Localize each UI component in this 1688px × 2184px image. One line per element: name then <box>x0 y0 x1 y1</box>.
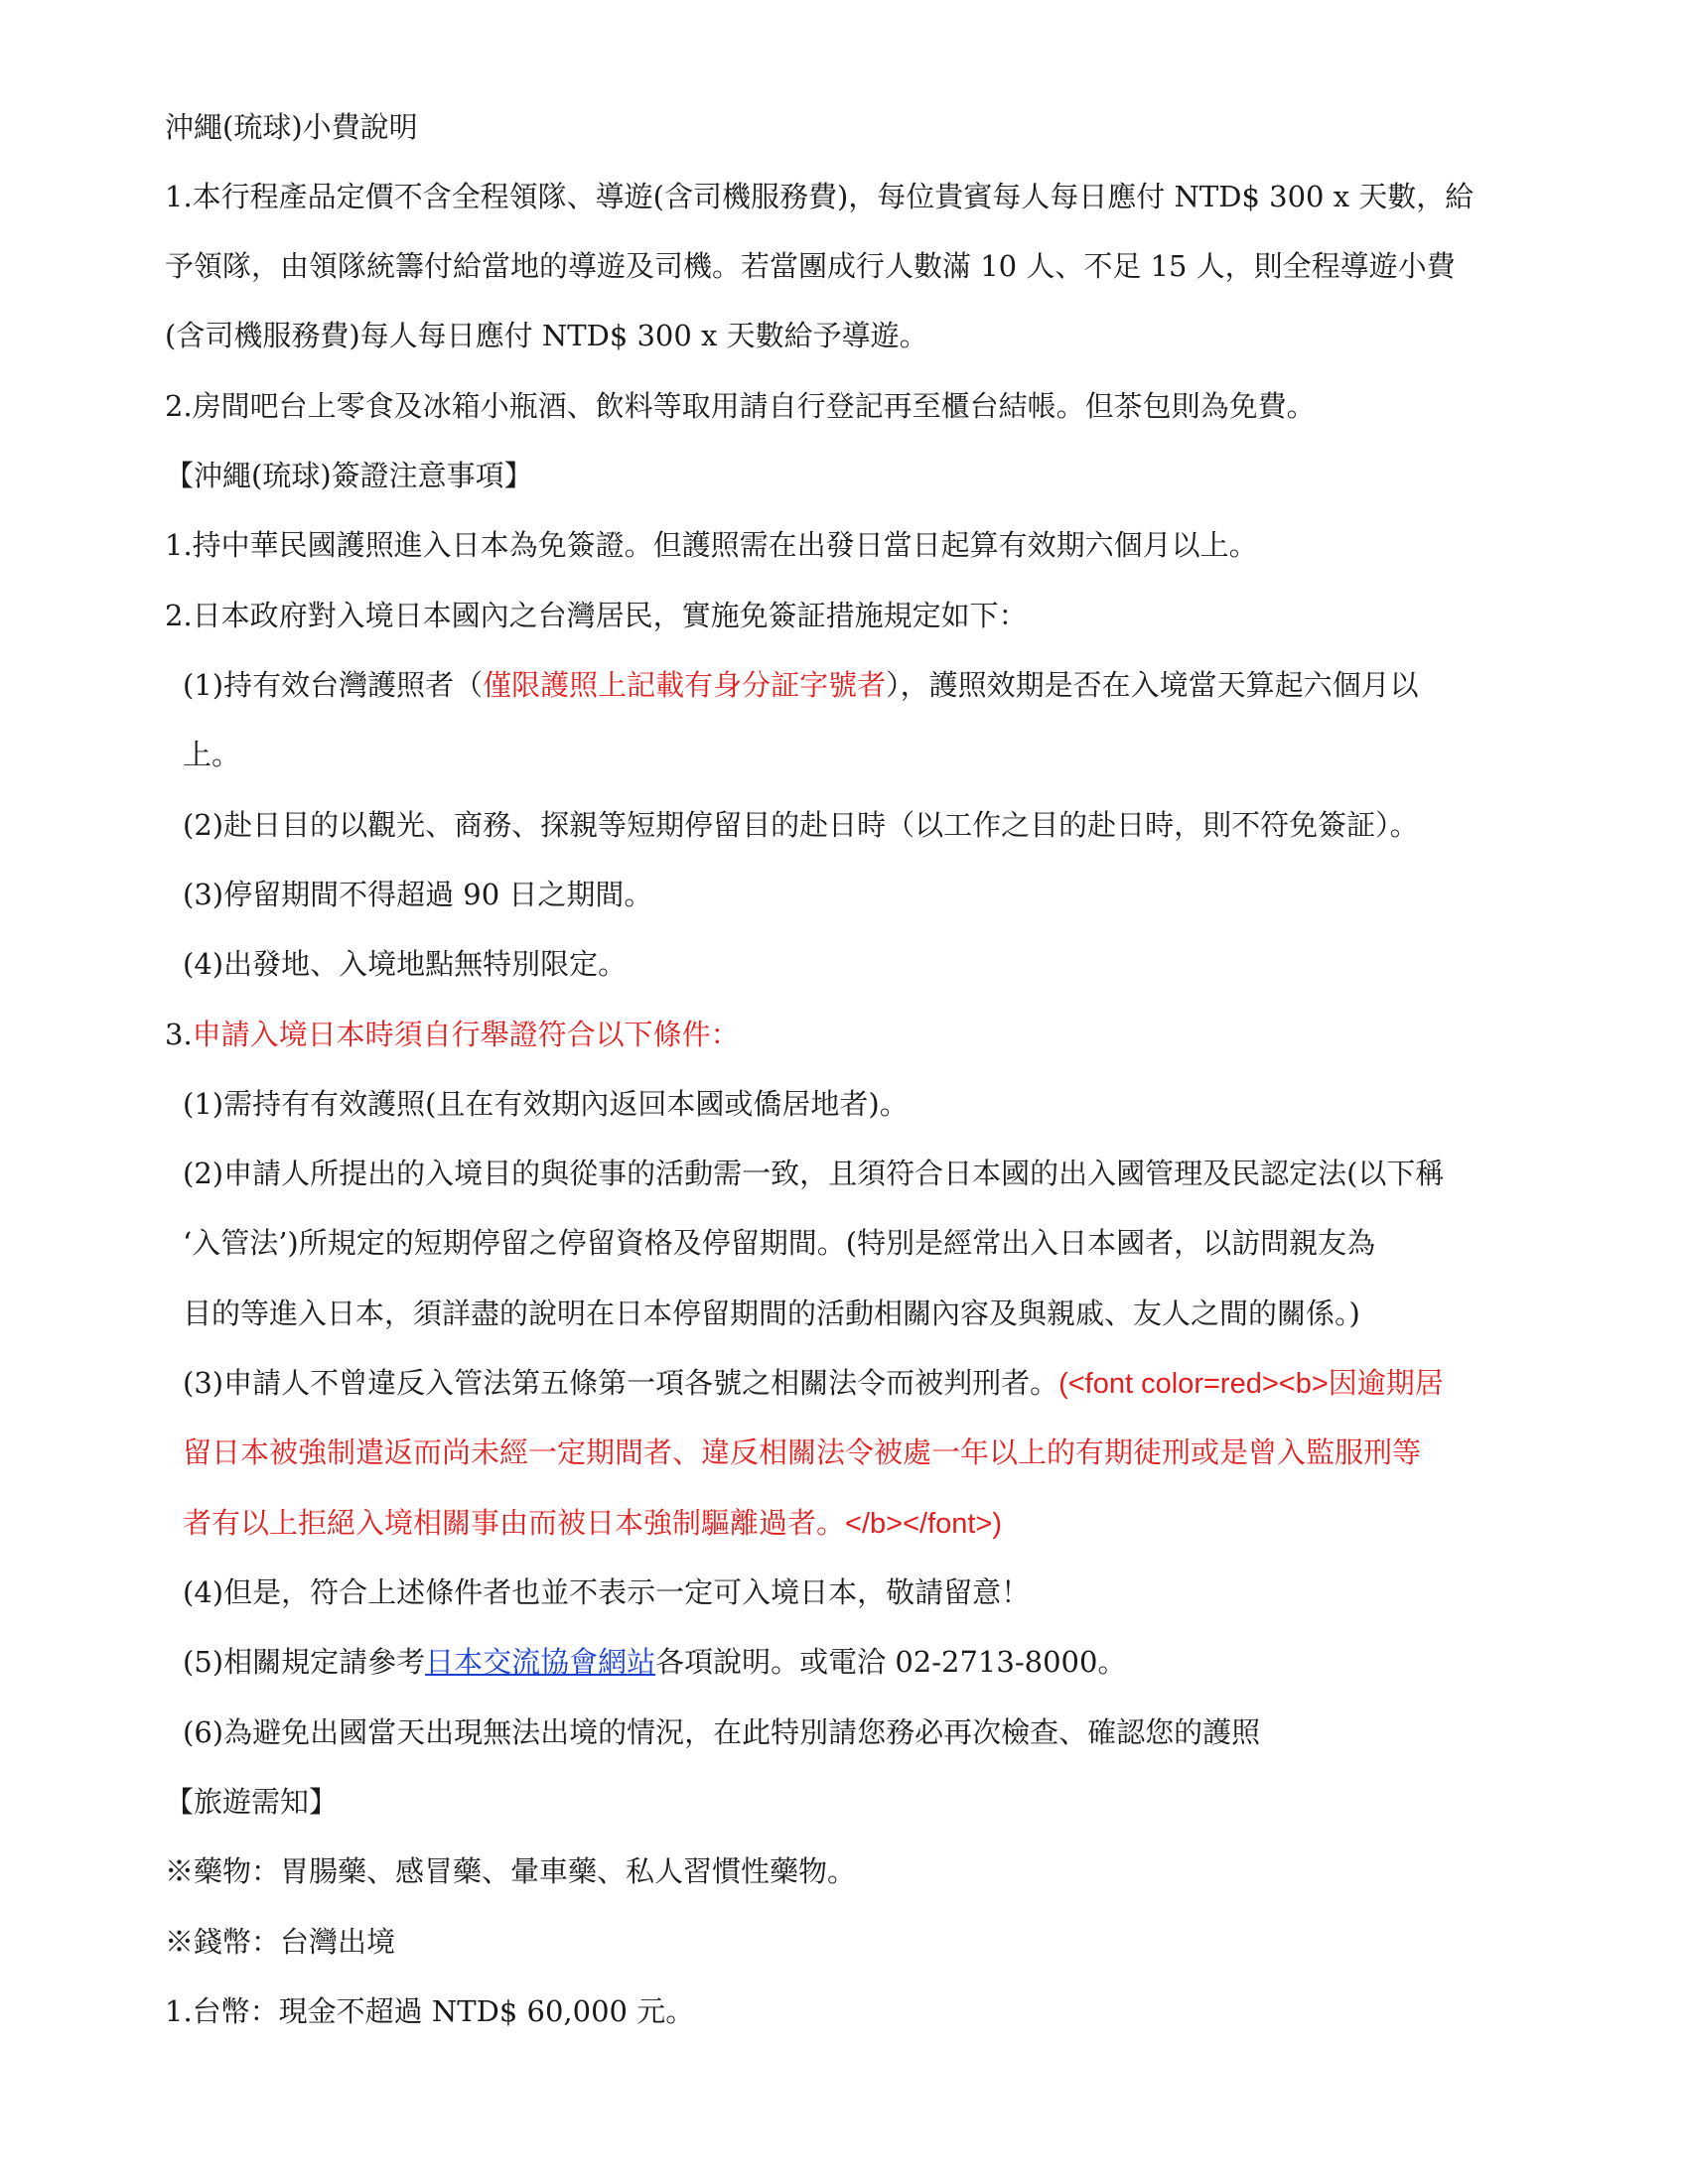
visa-sub-1-text-end: ），護照效期是否在入境當天算起六個月以 <box>886 668 1419 702</box>
condition-3-line-1 <box>183 1363 1553 1404</box>
visa-item-1: 1.持中華民國護照進入日本為免簽證。但護照需在出發日當日起算有效期六個月以上。 <box>165 528 1258 562</box>
tip-item-1-line-1: 1.本行程產品定價不含全程領隊、導遊(含司機服務費)，每位貴賓每人每日應付 NTD$ 300 x 天數，給 <box>165 180 1475 213</box>
condition-5-text: (5)相關規定請參考 <box>183 1645 426 1679</box>
condition-3-highlight-end: 者有以上拒絕入境相關事由而被日本強制驅離過者。 <box>183 1506 846 1540</box>
visa-item-3-number: 3. <box>165 1018 193 1051</box>
condition-6: (6)為避免出國當天出現無法出境的情況，在此特別請您務必再次檢查、確認您的護照 <box>183 1715 1261 1749</box>
visa-sub-1-continued: 上。 <box>183 738 241 771</box>
visa-sub-4: (4)出發地、入境地點無特別限定。 <box>183 947 628 981</box>
condition-1: (1)需持有有效護照(且在有效期內返回本國或僑居地者)。 <box>183 1087 909 1121</box>
tip-item-1-line-3: (含司機服務費)每人每日應付 NTD$ 300 x 天數給予導遊。 <box>165 319 928 352</box>
visa-section-title: 【沖繩(琉球)簽證注意事項】 <box>165 459 533 492</box>
condition-3-text: (3)申請人不曾違反入管法第五條第一項各號之相關法令而被判刑者。 <box>183 1366 1059 1400</box>
visa-sub-1-highlight: 僅限護照上記載有身分証字號者 <box>483 668 887 702</box>
visa-sub-1-text: (1)持有效台灣護照者（ <box>183 668 484 702</box>
condition-3-line-3 <box>183 1503 1553 1544</box>
condition-2-line-3: 目的等進入日本，須詳盡的說明在日本停留期間的活動相關內容及與親戚、友人之間的關係。) <box>183 1297 1360 1330</box>
condition-3-raw-tag: (<font color=red><b> <box>1058 1368 1329 1400</box>
travel-twd-limit: 1.台幣：現金不超過 NTD$ 60,000 元。 <box>165 1994 695 2028</box>
condition-5-text-end: 各項說明。或電洽 02-2713-8000。 <box>655 1645 1127 1679</box>
tip-section-title: 沖繩(琉球)小費說明 <box>165 110 418 144</box>
japan-exchange-association-link[interactable]: 日本交流協會網站 <box>425 1645 656 1679</box>
visa-sub-1 <box>183 665 1553 705</box>
visa-sub-3: (3)停留期間不得超過 90 日之期間。 <box>183 878 653 911</box>
condition-3-raw-close-tag: </b></font>) <box>845 1508 1003 1540</box>
visa-item-3 <box>165 1015 1535 1054</box>
travel-medicine: ※藥物：胃腸藥、感冒藥、暈車藥、私人習慣性藥物。 <box>165 1854 857 1888</box>
visa-item-3-heading: 申請入境日本時須自行舉證符合以下條件： <box>192 1018 740 1051</box>
condition-2-line-1: (2)申請人所提出的入境目的與從事的活動需一致，且須符合日本國的出入國管理及民認定法(以下稱 <box>183 1157 1445 1190</box>
visa-item-2: 2.日本政府對入境日本國內之台灣居民，實施免簽証措施規定如下： <box>165 599 1028 632</box>
tip-item-2: 2.房間吧台上零食及冰箱小瓶酒、飲料等取用請自行登記再至櫃台結帳。但茶包則為免費。 <box>165 389 1316 423</box>
condition-3-highlight: 因逾期居 <box>1328 1366 1444 1400</box>
visa-sub-2: (2)赴日目的以觀光、商務、探親等短期停留目的赴日時（以工作之目的赴日時，則不符免簽証）。 <box>183 808 1419 842</box>
travel-section-title: 【旅遊需知】 <box>165 1785 339 1819</box>
travel-currency: ※錢幣：台灣出境 <box>165 1925 396 1959</box>
condition-3-line-2: 留日本被強制遣返而尚未經一定期間者、違反相關法令被處一年以上的有期徒刑或是曾入監服刑等 <box>183 1435 1422 1469</box>
condition-5 <box>183 1642 1553 1682</box>
condition-2-line-2: ‘入管法’)所規定的短期停留之停留資格及停留期間。(特別是經常出入日本國者，以訪問親友為 <box>183 1226 1376 1260</box>
tip-item-1-line-2: 予領隊，由領隊統籌付給當地的導遊及司機。若當團成行人數滿 10 人、不足 15 人，則全程導遊小費 <box>165 249 1456 283</box>
condition-4: (4)但是，符合上述條件者也並不表示一定可入境日本，敬請留意！ <box>183 1575 1031 1609</box>
